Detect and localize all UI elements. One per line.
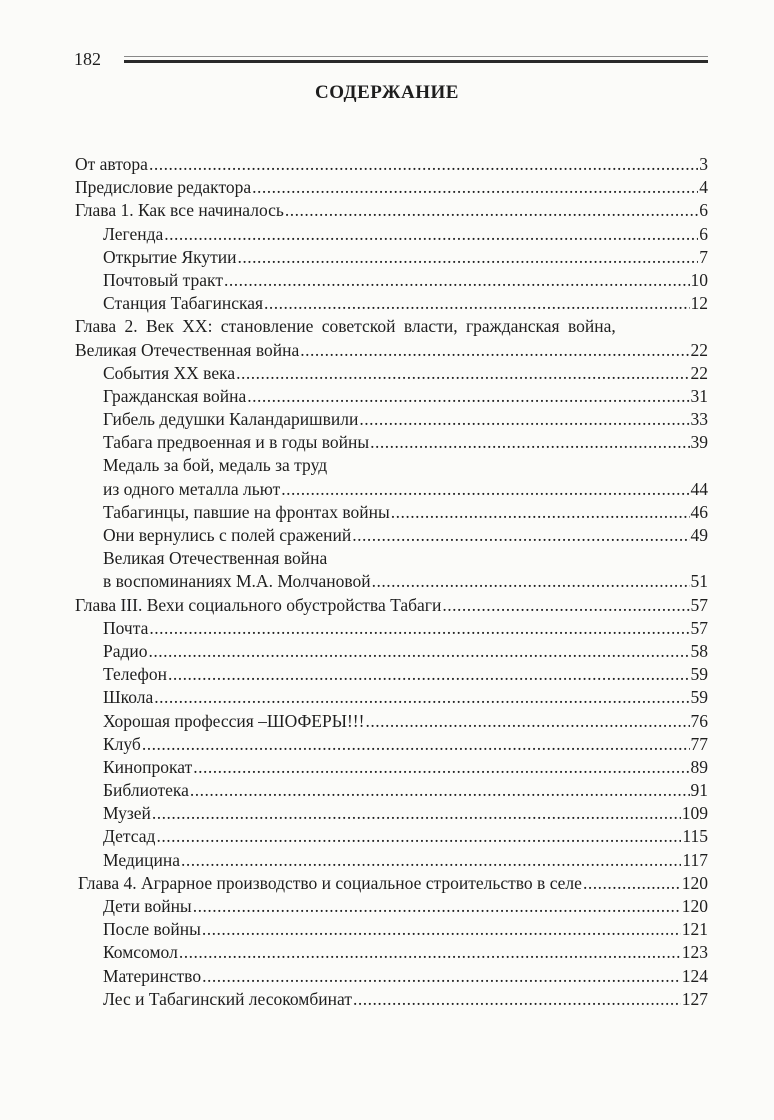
toc-entry (75, 270, 708, 293)
toc-entry-page: 22 (690, 339, 708, 360)
toc-entry-page: 31 (690, 385, 708, 406)
toc-entry (75, 734, 708, 757)
dot-leader (252, 177, 698, 198)
toc-entry-title: Лес и Табагинский лесокомбинат (103, 988, 352, 1009)
dot-leader (154, 687, 689, 708)
toc-entry (75, 989, 708, 1012)
toc-entry-title: Музей (103, 803, 151, 824)
toc-entry (75, 479, 708, 502)
toc-entry-title: От автора (75, 154, 148, 174)
toc-entry-title: Открытие Якутии (103, 246, 237, 267)
header-rule (124, 60, 708, 63)
toc-entry (75, 200, 708, 223)
toc-entry-title: Клуб (103, 733, 141, 754)
toc-entry (75, 525, 708, 548)
toc-entry (75, 711, 708, 734)
toc-entry (75, 502, 708, 525)
page-title: СОДЕРЖАНИЕ (315, 82, 459, 103)
table-of-contents (75, 154, 708, 1012)
dot-leader (179, 942, 681, 963)
toc-entry (75, 224, 708, 247)
toc-entry-continued (75, 455, 708, 478)
toc-entry-title: Школа (103, 687, 154, 708)
toc-entry-page: 77 (690, 733, 708, 754)
toc-entry-title: Медицина (103, 849, 180, 870)
dot-leader (353, 989, 681, 1010)
toc-entry-page: 51 (690, 571, 708, 592)
dot-leader (224, 270, 690, 291)
toc-entry-page: 123 (681, 942, 708, 963)
toc-entry (75, 780, 708, 803)
toc-entry-title: Глава 4. Аграрное производство и социальное строительство в селе (78, 872, 582, 893)
toc-entry-title: После войны (103, 919, 201, 940)
toc-entry (75, 942, 708, 965)
toc-entry-page: 10 (690, 269, 708, 290)
toc-entry-title: Дети войны (103, 896, 192, 916)
toc-entry-page: 57 (690, 617, 708, 638)
toc-entry-title: Легенда (103, 223, 164, 244)
toc-entry-title: Станция Табагинская (103, 293, 264, 314)
toc-entry-page: 109 (681, 803, 708, 824)
toc-entry-page: 58 (690, 640, 708, 661)
toc-entry (75, 386, 708, 409)
dot-leader (152, 803, 681, 824)
toc-entry (75, 757, 708, 780)
dot-leader (202, 919, 681, 940)
toc-entry-title: Медаль за бой, медаль за труд (103, 455, 328, 476)
toc-entry-title: Телефон (103, 664, 167, 685)
toc-entry (75, 571, 708, 594)
toc-entry-title: в воспоминаниях М.А. Молчановой (103, 571, 371, 592)
toc-entry (75, 966, 708, 989)
toc-entry-title: Глава III. Вехи социального обустройства Табаги (75, 594, 442, 615)
toc-entry-page: 6 (699, 223, 708, 244)
dot-leader (370, 432, 689, 453)
toc-entry-page: 33 (690, 409, 708, 430)
dot-leader (238, 247, 699, 268)
toc-entry-page: 120 (681, 896, 708, 916)
dot-leader (142, 734, 690, 755)
dot-leader (168, 664, 690, 685)
dot-leader (391, 502, 690, 523)
dot-leader (149, 154, 698, 175)
dot-leader (352, 525, 689, 546)
toc-entry-page: 76 (690, 710, 708, 731)
dot-leader (193, 896, 681, 917)
toc-entry (75, 247, 708, 270)
toc-entry-page: 4 (699, 177, 708, 198)
toc-entry (75, 432, 708, 455)
dot-leader (149, 618, 689, 639)
toc-entry (75, 873, 708, 896)
dot-leader (236, 363, 689, 384)
toc-entry-title: Кинопрокат (103, 756, 193, 777)
toc-entry-page: 22 (690, 362, 708, 383)
toc-entry-page: 46 (690, 501, 708, 522)
dot-leader (300, 340, 689, 361)
dot-leader (285, 200, 698, 221)
dot-leader (359, 409, 689, 430)
toc-entry-page: 57 (690, 594, 708, 615)
dot-leader (281, 479, 689, 500)
toc-entry (75, 896, 708, 919)
dot-leader (149, 641, 690, 662)
toc-entry-title: Радио (103, 640, 148, 661)
toc-entry-page: 89 (690, 756, 708, 777)
toc-entry-title: Предисловие редактора (75, 177, 252, 198)
toc-entry-title: Материнство (103, 965, 202, 986)
toc-entry-page: 3 (699, 154, 708, 174)
dot-leader (365, 711, 689, 732)
dot-leader (442, 595, 689, 616)
dot-leader (181, 850, 681, 871)
toc-entry-page: 127 (681, 988, 708, 1009)
toc-entry-title: Великая Отечественная война (103, 548, 328, 569)
toc-entry-title: Табага предвоенная и в годы войны (103, 432, 370, 453)
dot-leader (583, 873, 681, 894)
toc-entry-page: 7 (699, 246, 708, 267)
toc-entry (75, 641, 708, 664)
dot-leader (193, 757, 689, 778)
toc-entry (75, 826, 708, 849)
toc-entry-page: 59 (690, 664, 708, 685)
page-number: 182 (74, 49, 101, 69)
toc-entry-title: Великая Отечественная война (75, 339, 300, 360)
toc-entry-title: из одного металла льют (103, 478, 281, 499)
toc-entry-title: События XX века (103, 362, 236, 383)
toc-entry-page: 121 (681, 919, 708, 940)
toc-entry-title: Хорошая профессия –ШОФЕРЫ!!! (103, 710, 365, 731)
toc-entry-page: 120 (681, 872, 708, 893)
dot-leader (202, 966, 681, 987)
toc-entry-title: Почтовый тракт (103, 269, 223, 290)
toc-entry-page: 59 (690, 687, 708, 708)
toc-entry-page: 124 (681, 965, 708, 986)
header-rule-thin (124, 56, 708, 57)
toc-entry-page: 12 (690, 293, 708, 314)
toc-entry (75, 919, 708, 942)
toc-entry-page: 49 (690, 525, 708, 545)
toc-entry-title: Табагинцы, павшие на фронтах войны (103, 501, 390, 522)
toc-entry-title: Комсомол (103, 942, 178, 963)
toc-entry-title: Глава 1. Как все начиналось (75, 200, 284, 221)
dot-leader (372, 571, 690, 592)
toc-entry (75, 177, 708, 200)
toc-entry (75, 850, 708, 873)
toc-entry-title: Почта (103, 617, 149, 638)
toc-entry-page: 44 (690, 478, 708, 499)
dot-leader (156, 826, 681, 847)
toc-entry (75, 595, 708, 618)
toc-entry (75, 803, 708, 826)
toc-entry (75, 409, 708, 432)
toc-entry (75, 618, 708, 641)
toc-entry-title: Глава 2. Век XX: становление советской власти, гражданская война, (75, 316, 616, 337)
toc-entry-continued (75, 548, 708, 571)
dot-leader (190, 780, 690, 801)
toc-entry (75, 664, 708, 687)
toc-entry-continued (75, 316, 708, 339)
toc-entry (75, 154, 708, 177)
toc-entry-title: Библиотека (103, 780, 189, 801)
toc-entry-title: Гибель дедушки Каландаришвили (103, 409, 359, 430)
toc-entry (75, 340, 708, 363)
toc-entry-page: 6 (699, 200, 708, 221)
dot-leader (264, 293, 689, 314)
dot-leader (164, 224, 698, 245)
toc-entry (75, 293, 708, 316)
toc-entry-page: 91 (690, 780, 708, 801)
toc-entry (75, 363, 708, 386)
toc-entry (75, 687, 708, 710)
toc-entry-page: 115 (682, 826, 708, 847)
toc-entry-page: 39 (690, 432, 708, 453)
toc-entry-page: 117 (682, 849, 708, 870)
toc-entry-title: Они вернулись с полей сражений (103, 525, 352, 545)
toc-entry-title: Детсад (103, 826, 156, 847)
toc-entry-title: Гражданская война (103, 385, 247, 406)
dot-leader (247, 386, 689, 407)
